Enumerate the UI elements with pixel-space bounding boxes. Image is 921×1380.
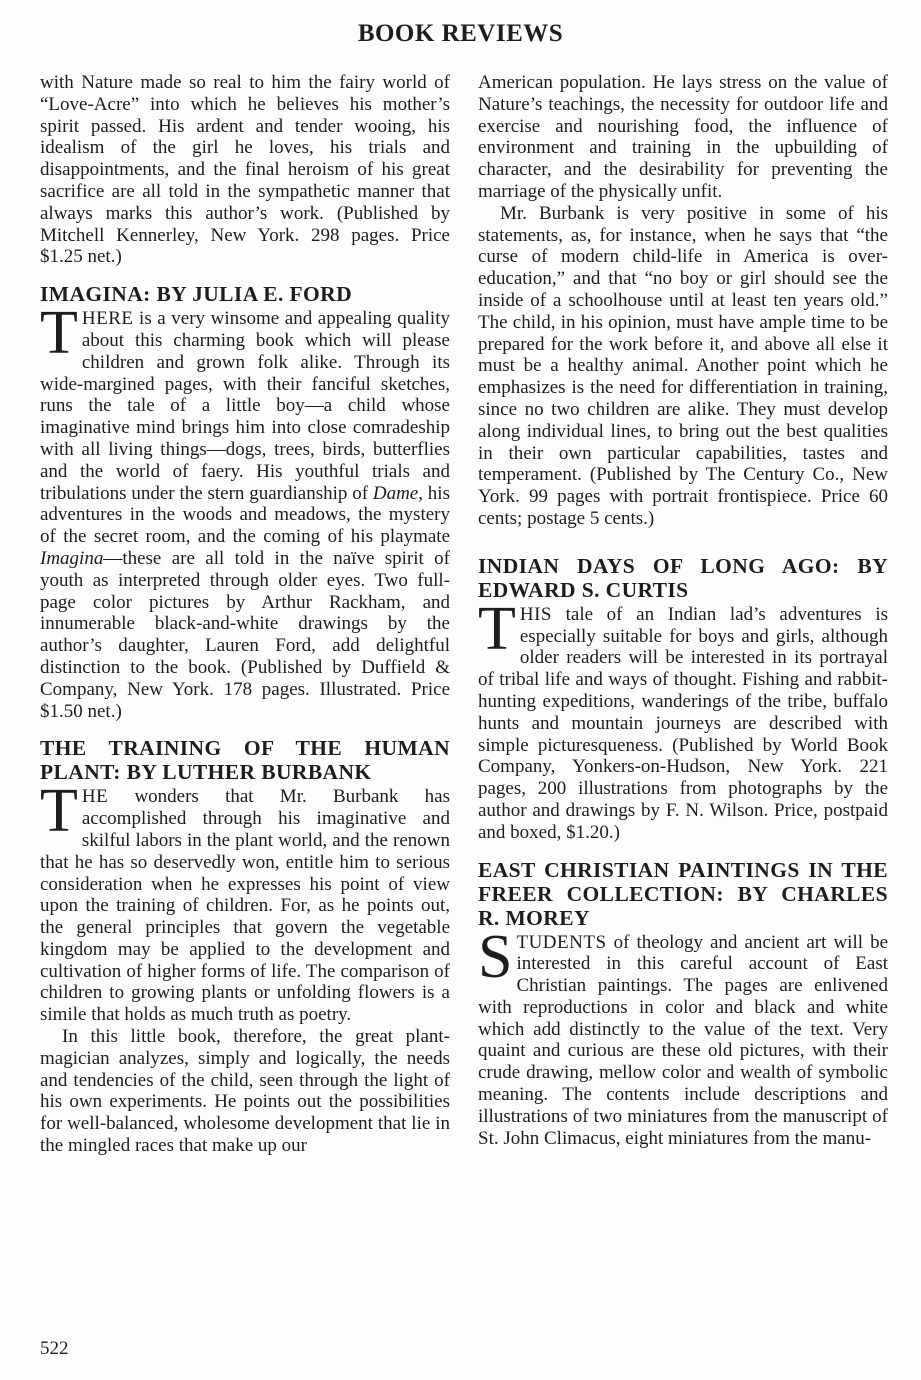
review-title-imagina: IMAGINA: BY JULIA E. FORD: [40, 282, 353, 307]
body-text: is a very winsome and appealing quality about this charming book which will please children and grown folk alike. Through its wide-margined pages, with their fanciful sketches, runs the tale of a little boy—a child whose imaginative mind brings him into close comradeship with all living things—dogs, trees, birds, butterflies and the world of faery. His youthful trials and tribulations under the stern guardianship of: [40, 308, 450, 504]
lead-caps: HIS: [519, 603, 552, 625]
running-head: BOOK REVIEWS: [357, 20, 564, 47]
review-title-east-christian: EAST CHRISTIAN PAINTINGS IN THE FREER COLLECTION: BY CHARLES R. MOREY: [478, 857, 888, 930]
continued-review-text: American population. He lays stress on the value of Nature’s teachings, the necessity for outdoor life and exercise and nourishing food, the influence of environment and training in the upbuilding of character, and the desirability for preventing the marriage of the physically unfit.: [478, 72, 888, 202]
drop-cap: S: [478, 922, 513, 991]
italic-term: Dame: [372, 482, 419, 504]
review-body-burbank-2: In this little book, therefore, the great plant-magician analyzes, simply and logically, the needs and tendencies of the child, seen through the light of his own experiments. He points out the possibilities for well-balanced, wholesome development that lie in the mingled races that make up our: [40, 1026, 450, 1157]
review-body-imagina: [40, 299, 450, 722]
lead-caps: HE: [81, 786, 109, 808]
left-column: [40, 72, 450, 1157]
body-text: —these are all told in the naïve spirit of youth as interpreted through older eyes. Two full-page color pictures by Arthur Rackham, and innumerable black-and-white drawings by the author’s daughter, Lauren Ford, add delightful distinction to the book. (Published by Duffield & Company, New York. 178 pages. Illustrated. Price $1.50 net.): [40, 547, 450, 722]
italic-term: Imagina: [40, 547, 104, 569]
review-body-burbank: [40, 777, 450, 1026]
lead-caps: HERE: [81, 308, 134, 330]
body-text: wonders that Mr. Burbank has accomplished through his imaginative and skilful labors in the plant world, and the renown that he has so deservedly won, entitle him to serious consideration when he expresses his point of view upon the training of children. For, as he points out, the general principles that govern the vegetable kingdom may be applied to the development and cultivation of higher forms of life. The comparison of children to growing plants or unfolding flowers is a simile that holds as much truth as poetry.: [40, 786, 450, 1026]
body-text: tale of an Indian lad’s adventures is especially suitable for boys and girls, although older readers will be interested in its portrayal of tribal life and ways of thought. Fishing and rabbit-hunting expeditions, wanderings of the tribe, buffalo hunts and mountain journeys are described with simple picturesqueness. (Published by World Book Company, Yonkers-on-Hudson, New York. 221 pages, 200 illustrations from photographs by the author and drawings by F. N. Wilson. Price, postpaid and boxed, $1.20.): [478, 603, 888, 843]
page-number: 522: [40, 1338, 69, 1359]
drop-cap: T: [40, 299, 78, 368]
drop-cap: T: [40, 777, 78, 846]
drop-cap: T: [478, 594, 516, 663]
review-title-indian-days: INDIAN DAYS OF LONG AGO: BY EDWARD S. CURTIS: [478, 553, 888, 602]
lead-caps: TUDENTS: [516, 931, 607, 953]
continued-review-text-2: Mr. Burbank is very positive in some of his statements, as, for instance, when he says that “the curse of modern child-life in America is over-education,” and that “no boy or girl should see the inside of a schoolhouse until at least ten years old.” The child, in his opinion, must have ample time to be prepared for the work before it, and above all else it must be a healthy animal. Another point which he emphasizes is the need for differentiation in training, since no two children are alike. They must develop along individual lines, to bring out the best qualities in their own particular capabilities, tastes and temperament. (Published by The Century Co., New York. 99 pages with portrait frontispiece. Price 60 cents; postage 5 cents.): [478, 202, 888, 529]
body-text: , his adventures in the woods and meadows, the mystery of the secret room, and the coming of his playmate: [40, 482, 450, 548]
body-text: of theology and ancient art will be interested in this careful account of East Christian paintings. The pages are enlivened with reproductions in color and black and white which add distinctly to the value of the text. Very quaint and curious are these old pictures, with their crude drawing, mellow color and wealth of symbolic meaning. The contents include descriptions and illustrations of two miniatures from the manuscript of St. John Climacus, eight miniatures from the manu-: [478, 931, 888, 1149]
right-column: [478, 72, 888, 1149]
review-body-indian-days: [478, 594, 888, 844]
review-body-east-christian: [478, 922, 888, 1150]
continued-review-text: with Nature made so real to him the fairy world of “Love-Acre” into which he believes his mother’s spirit passed. His ardent and tender wooing, his idealism of the girl he loves, his trials and disappointments, and the final heroism of his great sacrifice are all told in the sympathetic manner that always marks this author’s work. (Published by Mitchell Kennerley, New York. 298 pages. Price $1.25 net.): [40, 72, 450, 268]
review-title-burbank: THE TRAINING OF THE HUMAN PLANT: BY LUTHER BURBANK: [40, 736, 450, 785]
